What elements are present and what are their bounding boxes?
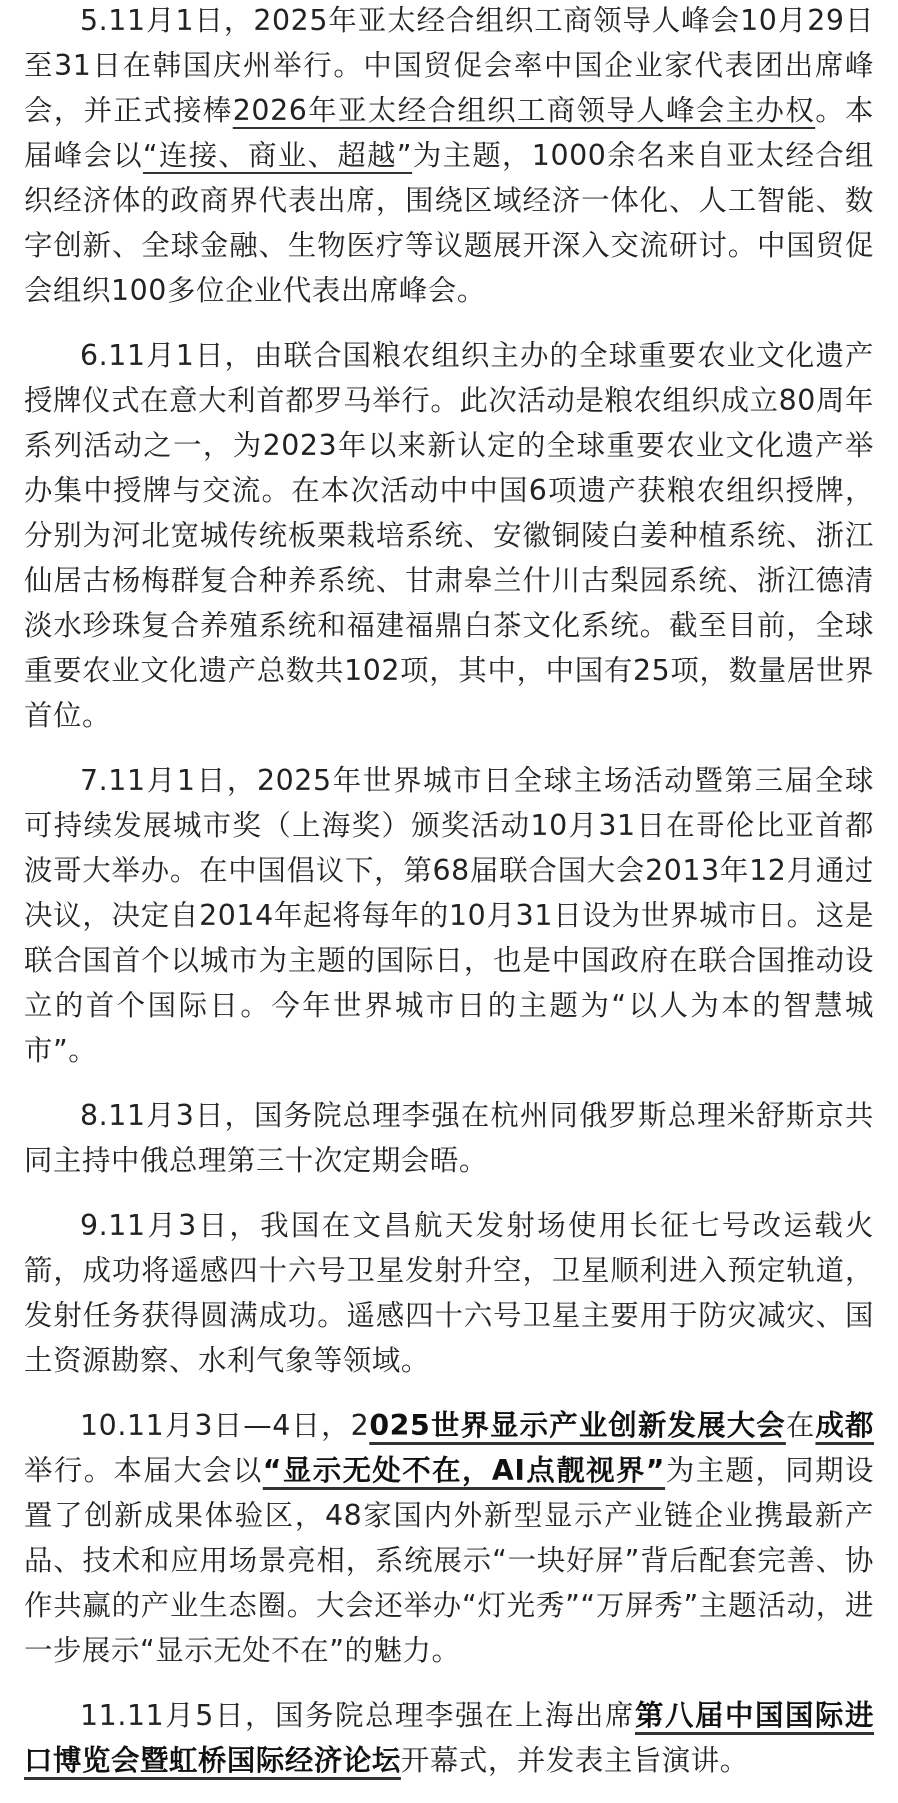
bold-underlined-text: “显示无处不在，AI点靓视界” (262, 1454, 666, 1487)
text-run: 为主题，同期设置了创新成果体验区，48家国内外新型显示产业链企业携最新产品、技术和应用场景亮相，系统展示“一块好屏”背后配套完善、协作共赢的产业生态圈。大会还举办“灯光秀”“万屏秀”主题活动，进一步展示“显示无处不在”的魅力。 (24, 1454, 874, 1667)
bold-underlined-text: 成都 (815, 1409, 875, 1442)
text-run: 在 (785, 1409, 816, 1442)
underlined-text: 2026年亚太经合组织工商领导人峰会主办权 (232, 94, 816, 127)
text-run: 开幕式，并发表主旨演讲。 (400, 1744, 749, 1777)
text-run: 。本届峰会以 (24, 94, 874, 172)
paragraph-10 (24, 1403, 874, 1673)
paragraph-11 (24, 1693, 874, 1783)
underlined-text: “连接、商业、超越” (142, 139, 413, 172)
paragraph-8 (24, 1093, 874, 1183)
paragraph-9 (24, 1203, 874, 1383)
text-run: 为主题，1000余名来自亚太经合组织经济体的政商界代表出席，围绕区域经济一体化、人工智能、数字创新、全球金融、生物医疗等议题展开深入交流研讨。中国贸促会组织100多位企业代表出席峰会。 (24, 139, 875, 307)
text-run: 举行。本届大会以 (24, 1454, 263, 1487)
text-run: 11.11月5日，国务院总理李强在上海出席 (80, 1699, 635, 1732)
text-run: 7.11月1日，2025年世界城市日全球主场活动暨第三届全球可持续发展城市奖（上海奖）颁奖活动10月31日在哥伦比亚首都波哥大举办。在中国倡议下，第68届联合国大会2013年12月通过决议，决定自2014年起将每年的10月31日设为世界城市日。这是联合国首个以城市为主题的国际日，也是中国政府在联合国推动设立的首个国际日。今年世界城市日的主题为“以人为本的智慧城市”。 (24, 764, 874, 1067)
paragraph-6 (24, 333, 874, 738)
paragraph-5 (24, 0, 874, 313)
bold-underlined-text: 第八届中国国际进口博览会暨虹桥国际经济论坛 (24, 1699, 874, 1777)
text-run: 10.11月3日—4日，2 (80, 1409, 370, 1442)
bold-underlined-text: 025世界显示产业创新发展大会 (369, 1409, 786, 1442)
document-body (24, 0, 874, 1803)
text-run: 8.11月3日，国务院总理李强在杭州同俄罗斯总理米舒斯京共同主持中俄总理第三十次定期会晤。 (24, 1099, 874, 1177)
text-run: 9.11月3日，我国在文昌航天发射场使用长征七号改运载火箭，成功将遥感四十六号卫星发射升空，卫星顺利进入预定轨道，发射任务获得圆满成功。遥感四十六号卫星主要用于防灾减灾、国土资源勘察、水利气象等领域。 (24, 1209, 874, 1377)
text-run: 6.11月1日，由联合国粮农组织主办的全球重要农业文化遗产授牌仪式在意大利首都罗马举行。此次活动是粮农组织成立80周年系列活动之一，为2023年以来新认定的全球重要农业文化遗产举办集中授牌与交流。在本次活动中中国6项遗产获粮农组织授牌，分别为河北宽城传统板栗栽培系统、安徽铜陵白姜种植系统、浙江仙居古杨梅群复合种养系统、甘肃皋兰什川古梨园系统、浙江德清淡水珍珠复合养殖系统和福建福鼎白茶文化系统。截至目前，全球重要农业文化遗产总数共102项，其中，中国有25项，数量居世界首位。 (24, 339, 874, 732)
text-run: 5.11月1日，2025年亚太经合组织工商领导人峰会10月29日至31日在韩国庆州举行。中国贸促会率中国企业家代表团出席峰会，并正式接棒 (24, 4, 874, 127)
paragraph-7 (24, 758, 874, 1073)
